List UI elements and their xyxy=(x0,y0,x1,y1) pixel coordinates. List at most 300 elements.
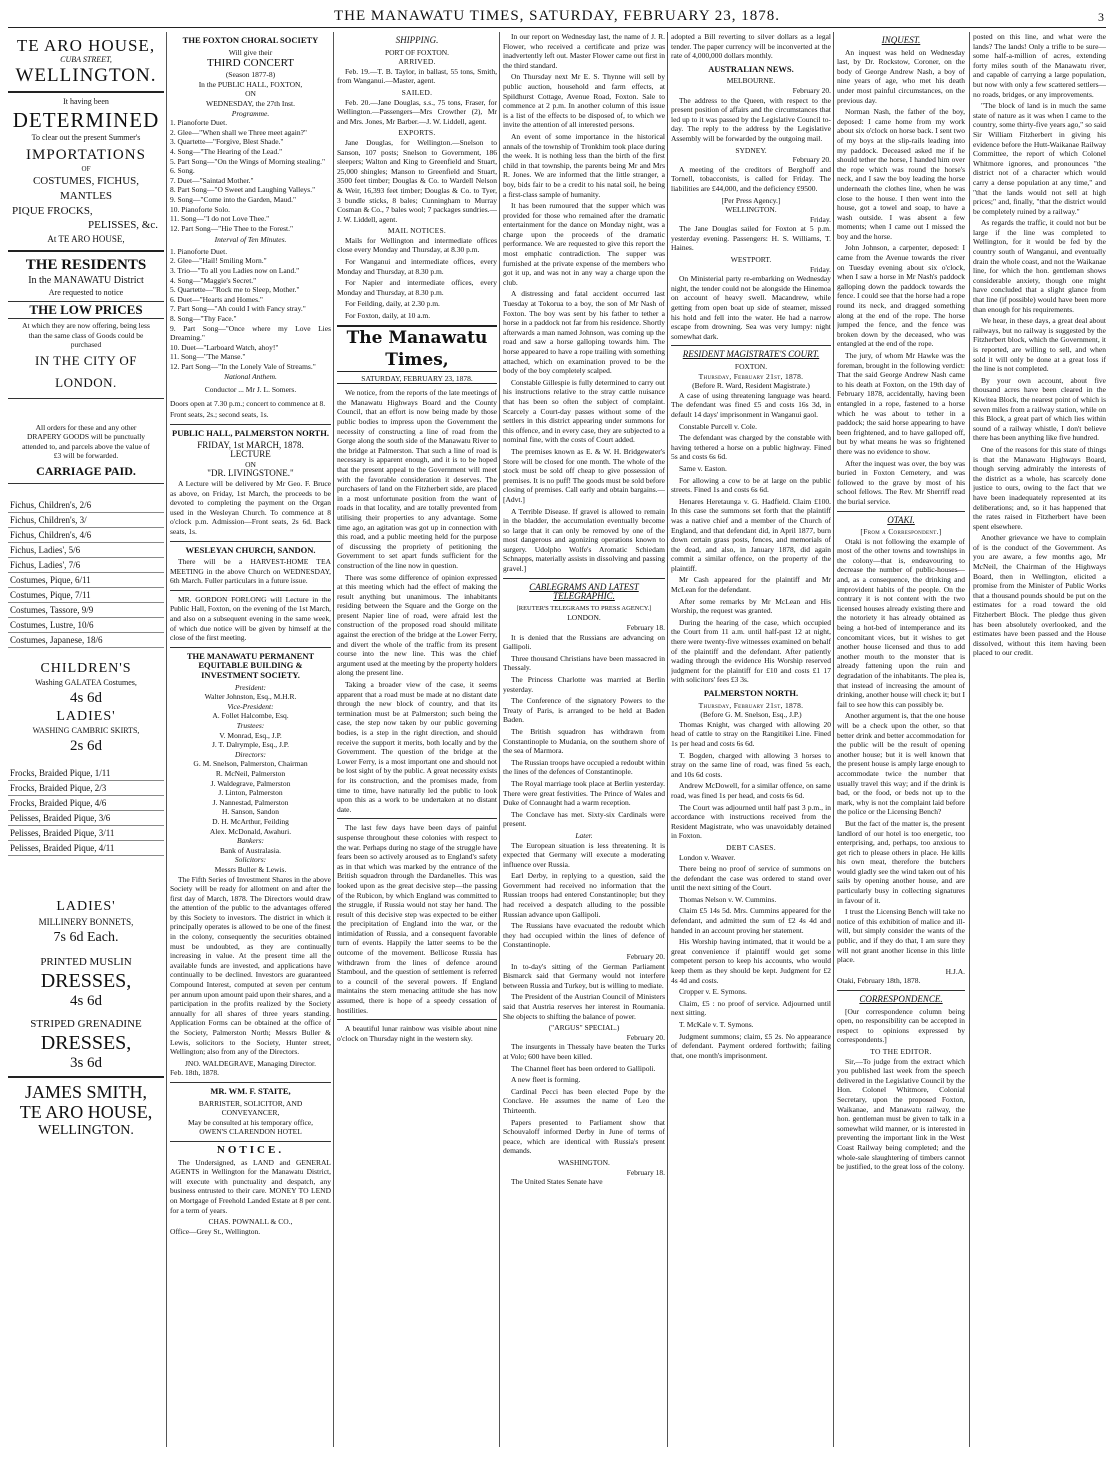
cable-source: [REUTER'S TELEGRAMS TO PRESS AGENCY.] xyxy=(516,604,652,612)
ad-headline: DRESSES, xyxy=(40,969,132,992)
dateline: WASHINGTON. xyxy=(558,1157,610,1167)
news-para: On Ministerial party re-embarking on Wednesday night, the tender could not be alongside the Hinemoa on account of heavy swell. Macandrew, while getting from open boat up side of steamer, missed his hold and fell into the water. He had a narrow escape from drowning. Sea was very lumpy: night somewhat dark. xyxy=(671,274,831,341)
dateline: LONDON. xyxy=(567,613,601,623)
ad-headline: LADIES' xyxy=(56,898,116,914)
ad-price: 3s 6d xyxy=(69,1054,103,1071)
arrived-heading: ARRIVED. xyxy=(398,57,436,67)
column-rule xyxy=(499,32,500,1447)
price-item: Frocks, Braided Pique, 4/6 xyxy=(8,796,164,811)
programme-item: 6. Song. xyxy=(170,166,195,176)
argus-heading: ("ARGUS" SPECIAL.) xyxy=(548,1023,620,1033)
ad-headline: CARRIAGE PAID. xyxy=(36,463,136,478)
date: February 20. xyxy=(792,85,831,95)
shop-city: WELLINGTON. xyxy=(15,65,157,86)
column-shipping-leader xyxy=(337,32,497,1447)
ad-text: ON xyxy=(245,459,256,469)
letter-text: Sir,—To judge from the extract which you published last week from the speech delivered in the Legislative Council by the Hon. Colonel Whitmore, Colonial Secretary, upon the proposed Foxton, Waikanae, and Manawatu railway, the hon. gentleman must be given to talk in a somewhat wild manner, or is interested in preventing the important link in the West Coast Railway being completed; and the whole-sale slaughtering of timbers cannot be justified, to the great loss of the colony. xyxy=(837,1056,965,1172)
sailed-text: Feb. 20.—Jane Douglas, s.s., 75 tons, Fraser, for Wellington.—Passengers—Mrs Crowther (2), Mr and Mrs. Jones, Mr Barber.—J. W. Liddell, agent. xyxy=(337,97,497,126)
news-para: An event of some importance in the historical annals of the township of Tronkhim took place during the week. It is nothing less than the birth of the first child in that township, the parents being Mr and Mrs R. Jones. We are informed that the little stranger, a boy, bids fair to be a credit to his natal soil, he being a first-class sample of humanity. xyxy=(503,131,665,199)
column-rule xyxy=(667,32,668,1447)
divider xyxy=(170,647,331,648)
director-list xyxy=(170,759,331,836)
date: February 20. xyxy=(626,952,665,962)
programme-item: 2. Glee—"Hail! Smiling Morn." xyxy=(170,256,267,266)
mail-notice: For Napier and intermediate offices, every Monday and Thursday, at 8.30 p.m. xyxy=(337,278,497,297)
cable-list xyxy=(503,1042,665,1156)
cable-item: The European situation is less threatening. It is expected that Germany will execute a moderating influence over Russia. xyxy=(503,840,665,869)
date: February 20. xyxy=(626,1032,665,1042)
ad-headline: PRINTED MUSLIN xyxy=(40,955,132,968)
mail-notice: Mails for Wellington and intermediate offices close every Monday and Thursday, at 8.30 p.m. xyxy=(337,235,497,255)
inquest-para: An inquest was held on Wednesday last, by Dr. Rockstow, Coroner, on the body of George Andrew Nash, a boy of nine years of age, who met his death under most painful circumstances, on the previous day. xyxy=(837,47,965,105)
subcolumn-left xyxy=(837,32,965,1447)
court-cases xyxy=(671,720,831,841)
price-item: Fichus, Children's, 2/6 xyxy=(8,498,164,513)
letter-para: One of the reasons for this state of things is that the Manawatu Highways Board, though serving admirably the interests of the district as a whole, has scarcely done justice to ours, owing to the fact that we have been inadequately represented at its deliberations; and, so it has happened that the rates raised in Fitzherbert have been spent elsewhere. xyxy=(973,444,1106,531)
court-para: London v. Weaver. xyxy=(679,852,736,862)
letter-continued xyxy=(973,101,1106,658)
price-item: Costumes, Tassore, 9/9 xyxy=(8,603,164,618)
court-para: For allowing a cow to be at large on the public streets. Fined 1s and costs 6s 6d. xyxy=(671,475,831,495)
news-para: The address to the Queen, with respect to the present position of affairs and the circumstances that led up to it was passed by the Legislative Council to-day. The reply to the address by the Legislative Assembly will be forwarded by the outgoing mail. xyxy=(671,95,831,143)
divider xyxy=(8,91,164,93)
otaki-para: Otaki is not following the example of most of the other towns and townships in the colony—that is, endeavouring to decrease the number of public-houses—and, as a consequence, the drinking and improvident habits of the people. On the contrary it is not content with the two licensed houses already existing there and the notoriety it has already obtained as being a hot-bed of intemperance and its concomitant vices, but it wishes to get another house licensed and thus to add another mouth to the monster that is already fattening upon the ruin and degradation of the inhabitants. The plea is, that instead of increasing the amount of drinking, another house will check it; but I fail to see how this can possibly be. xyxy=(837,536,965,709)
price-item: Fichus, Ladies', 7/6 xyxy=(8,558,164,573)
cable-item: The Princess Charlotte was married at Berlin yesterday. xyxy=(503,675,665,694)
court-para: There being no proof of service of summons on the defendant the case was ordered to stand over until the next sitting of the Court. xyxy=(671,864,831,893)
news-para: A meeting of the creditors of Berghoff and Tornell, tobacconists, is called for Friday. The liabilities are £44,000, and the deficiency £9500. xyxy=(671,164,831,193)
lecture-topic: "DR. LIVINGSTONE." xyxy=(207,468,294,479)
ad-text: OWEN'S CLARENDON HOTEL xyxy=(199,1127,302,1137)
price-item: Pelisses, Braided Pique, 3/11 xyxy=(8,826,164,841)
programme-item: 12. Part Song—"Hie Thee to the Forest." xyxy=(170,223,294,233)
court-para: T. McKale v. T. Symons. xyxy=(679,1020,754,1029)
ad-headline: THE LOW PRICES xyxy=(8,301,164,319)
column-rule xyxy=(833,32,834,1447)
ad-text: In the MANAWATU District xyxy=(28,275,144,286)
anthem: National Anthem. xyxy=(224,371,277,381)
date: February 20. xyxy=(792,155,831,165)
court-para: Claim, £5 : no proof of service. Adjourned until next sitting. xyxy=(671,998,831,1018)
ad-text: To clear out the present Summer's xyxy=(31,133,141,142)
ad-text: Are requested to notice xyxy=(48,288,124,297)
date: February 18. xyxy=(626,1167,665,1177)
interval: Interval of Ten Minutes. xyxy=(214,235,287,245)
rm-court-heading: RESIDENT MAGISTRATE'S COURT. xyxy=(682,349,820,360)
ad-text: MR. GORDON FORLONG will Lecture in the Public Hall, Foxton, on the evening of the 1st March, and also on a subsequent evening in the same week, of which due notice will be given by himself at the close of the first meeting. xyxy=(170,594,331,643)
programme-item: 1. Pianoforte Duet. xyxy=(170,246,228,256)
lecture-heading: LECTURE xyxy=(230,449,271,460)
ad-price: 2s 6d xyxy=(69,737,103,754)
divider xyxy=(837,990,965,991)
leader-para: We notice, from the reports of the late meetings of the Manawatu Highways Board and the County Council, that an effort is now being made by those public bodies to impress upon the Government the necessity of constructing a line of road from the Gorge along the south side of the Manawatu River to the bridge at Palmerston. That such a line of road is necessary is apparent enough, and it is to be hoped that the present appeal to the Government will meet with the favorable consideration it deserves. The purchasers of land on the Fitzherbert side, are placed in a most unfortunate position from the want of roads in that locality, and are totally prevented from utilising their properties to any advantage. Some time ago, an agitation was got up in connection with this road, and a public meeting held for the purpose of discussing the propriety of petitioning the Government to set apart funds sufficient for the construction of the line now in question. xyxy=(337,388,497,570)
inquest-para: After the inquest was over, the boy was buried in Foxton Cemetery, and was followed to the grave by most of his school fellows. The Rev. Mr Sherriff read the burial service. xyxy=(837,458,965,506)
cable-item: Papers presented to Parliament show that Schouvaloff informed Derby in June of terms of peace, which are identical with Russia's present demands. xyxy=(503,1117,665,1156)
newspaper-page xyxy=(8,6,1106,1453)
subcolumn-right xyxy=(973,32,1106,1447)
dateline: MELBOURNE. xyxy=(726,76,776,86)
court-date: Thursday, February 21st, 1878. xyxy=(698,371,804,381)
cable-list xyxy=(503,841,665,951)
court-para: Cropper v. E. Symons. xyxy=(679,987,747,997)
ad-text: The Undersigned, as LAND and GENERAL AGENTS in Wellington for the Manawatu District, will execute with punctuality and despatch, any business entrusted to their care. MONEY TO LEND on Mortgage of Freehold Landed Estate at 8 per cent. for a term of years. xyxy=(170,1157,331,1215)
signature: H.J.A. xyxy=(945,966,965,976)
shop-name: TE ARO HOUSE, xyxy=(16,36,156,55)
cable-item: The Royal marriage took place at Berlin yesterday. There were great festivities. The Prince of Wales and Duke of Connaught had a warm reception. xyxy=(503,778,665,808)
leader-para: There was some difference of opinion expressed at this meeting which had the effect of making the result anything but unanimous. The inhabitants residing between the Square and the Gorge on the present Napier line of road, were afraid lest the construction of the proposed road should militate against the erection of the bridge at the Lower Ferry, and divert the whole of the traffic from its present course into the new line. This was the chief argument used at the meeting by the property holders along the present line. xyxy=(337,572,497,678)
otaki-article xyxy=(837,537,965,965)
conductor: Conductor ... Mr J. L. Somers. xyxy=(204,385,297,395)
programme-heading: Programme. xyxy=(231,108,270,118)
column-inquest-correspondence xyxy=(837,32,1106,1447)
programme-item: 11. Song—"I do not Love Thee." xyxy=(170,214,270,224)
ad-headline: THE RESIDENTS xyxy=(25,257,147,273)
correspondence-note: [Our correspondence column being open, no responsibility can be accepted in respect to opinions expressed by correspondents.] xyxy=(837,1006,965,1045)
ad-headline: TE ARO HOUSE, xyxy=(19,1101,153,1122)
ad-text: At which they are now offering, being less than the same class of Goods could be purchased xyxy=(22,321,150,349)
programme-item: 5. Part Song—"On the Wings of Morning stealing." xyxy=(170,156,326,166)
ad-text: Will give their xyxy=(228,47,273,57)
ad-text: There will be a HARVEST-HOME TEA MEETING in the above Church on WEDNESDAY, 6th March. Fuller particulars in a future issue. xyxy=(170,557,331,586)
dateline: FOXTON. xyxy=(734,362,768,371)
programme-item: 12. Part Song—"In the Lonely Vale of Streams." xyxy=(170,362,316,371)
news-para: A distressing and fatal accident occurred last Tuesday at Tokorua to a boy, the son of Mr Nash of Foxton. The boy was sent by his father to tether a horse in a paddock not far from his residence. Shortly afterwards a man named Johnson, was coming up the road and saw a horse galloping towards him. The horse appeared to have a rope trailing with something attached, which on examination proved to be the body of the boy completely scalped. xyxy=(503,289,665,376)
divider xyxy=(503,578,665,579)
ad-headline: WELLINGTON. xyxy=(38,1122,134,1138)
cable-item: Three thousand Christians have been massacred in Thessaly. xyxy=(503,653,665,673)
dateline: SYDNEY. xyxy=(735,145,767,155)
ad-text: WEDNESDAY, the 27th Inst. xyxy=(206,98,295,108)
court-para: Judgment summons; claim, £5 2s. No appearance of defendant. Payment ordered forthwith; failing that, one month's imprisonment. xyxy=(671,1031,831,1060)
director-name: R. McNeil, Palmerston xyxy=(215,768,286,778)
letter-para: Another grievance we have to complain of is the conduct of the Government. As you are aware, a few months ago, Mr McNeil, the Chairman of the Highways Board, then in Wellington, elicited a promise from the Minister of Public Works that a thousand pounds should be put on the estimates for a road toward the old Fitzherbert Block. The pledge thus given has been absolutely overlooked, and the estimates have been passed and the House dissolved, without this item having been placed to our credit. xyxy=(973,533,1106,658)
cable-item: The Conclave has met. Sixty-six Cardinals were present. xyxy=(503,809,665,829)
ad-headline: CHILDREN'S xyxy=(40,660,132,676)
cable-item: The Russians have evacuated the redoubt which they had occupied within the lines of defence of Constantinople. xyxy=(503,921,665,950)
divider xyxy=(8,483,164,484)
column-notices xyxy=(170,32,331,1447)
ad-headline: LADIES' xyxy=(56,708,116,724)
inquest-para: John Johnson, a carpenter, deposed: I came from the Avenue towards the river on Tuesday evening about six o'clock, when I saw a horse in Mr Nash's paddock galloping down the paddock towards the fence. I could see that the horse had a rope round its neck, and dragged something along at the end of the rope. The horse jumped the fence, and the fence was broken down by the deceased, who was entangled at the end of the rope. xyxy=(837,243,965,349)
cable-item: It is denied that the Russians are advancing on Gallipoli. xyxy=(503,632,665,652)
date: Friday. xyxy=(810,214,831,224)
war-article: The last few days have been days of painful suspense throughout these colonies with respect to the war. Perhaps during no stage of the struggle have fears been so actively aroused as to England's safety as in that which was marked by the entrance of the British squadron through the Dardanelles. This was looked upon as the great decisive step—the passing of the Rubicon, by which England was committed to the struggle, if Russia would not stay her hand. The result of this decisive step was expected to be either the precipitation of England into the war, or the intimidation of Russia, and a consequent favorable turn of events. Happily the latter seems to be the outcome of the movement. Bellicose Russia has withdrawn from the lines of defence around Stamboul, and the question of settlement is referred to a council of the several powers. If England maintains the stern menacing attitude she has now assumed, there is hope of a speedy cessation of hostilities. xyxy=(337,823,497,1015)
cable-item: The insurgents in Thessaly have beaten the Turks at Volo; 600 have been killed. xyxy=(503,1042,665,1061)
mail-notice: For Wanganui and intermediate offices, every Monday and Thursday, at 8.30 p.m. xyxy=(337,257,497,276)
programme-list-1 xyxy=(170,118,331,233)
notice-heading: NOTICE. xyxy=(216,1143,285,1156)
divider xyxy=(8,398,164,399)
otaki-heading: OTAKI. xyxy=(887,514,915,525)
ad-text: Bankers: xyxy=(236,836,265,846)
price-item: Fichus, Ladies', 5/6 xyxy=(8,543,164,558)
ad-text: Front seats, 2s.; second seats, 1s. xyxy=(170,410,269,420)
cable-item: The British squadron has withdrawn from Constantinople to Mudania, on the southern shore of the sea of Marmora. xyxy=(503,726,665,756)
ad-text: In the PUBLIC HALL, FOXTON, xyxy=(198,79,303,89)
ad-headline: DETERMINED xyxy=(12,108,160,132)
programme-item: 2. Glee—"When shall we Three meet again?" xyxy=(170,127,307,137)
inquest-heading: INQUEST. xyxy=(881,35,921,45)
otaki-para: But the fact of the matter is, the present landlord of our hotel is too energetic, too enterprising, and, perhaps, too anxious to get rich to please others in place. He kills his own meat, therefore the butchers would gladly see the wind taken out of his sails by opening another house, and are particularly busy in collecting signatures in favour of it. xyxy=(837,818,965,905)
otaki-para: Another argument is, that the one house will be a check upon the other, so that better drink and better accommodation for the public will be the result of opening another house; but it is well known that the present house is amply large enough to accommodate twice the number that usually travel this way; and if the drink is bad, or the food, or beds not up to the mark, why is not the complaint laid before the police or the Licensing Bench? xyxy=(837,711,965,817)
court-para: Henares Heretaunga v. G. Hadfield. Claim £100. In this case the summons set forth that the plaintiff was a native chief and a member of the Church of England, and that defendant did, in April 1877, burn down certain grass posts, fences, and memorials of the dead, and also, in January 1878, did again commit a similar offence, on the property of the plaintiff. xyxy=(671,496,831,573)
price-item: Costumes, Pique, 6/11 xyxy=(8,573,164,588)
choral-title: THE FOXTON CHORAL SOCIETY xyxy=(182,35,319,45)
column-courts xyxy=(671,32,831,1447)
exports-heading: EXPORTS. xyxy=(398,128,436,138)
exports-text: Jane Douglas, for Wellington.—Snelson to Sanson, 107 posts; Snelson to Government, 186 sleepers; Walton and King to Greenfield and Stuart, 25,000 shingles; Manson to Greenfield and Stuart, 3500 feet timber; Douglas & Co. to Wardell Nelson & Weir, 16,393 feet timber; Douglas & Co. to Tyer, 3 bundle sticks, 8 bales; Cunningham to Murray Cosman & Co., 7 bales wool; 7 packages sundries.—J. W. Liddell, agent. xyxy=(337,137,497,224)
inquest-article xyxy=(837,48,965,507)
ad-text: Trustees: xyxy=(236,721,265,730)
ad-headline: STRIPED GRENADINE xyxy=(30,1017,142,1030)
price-item: Frocks, Braided Pique, 2/3 xyxy=(8,781,164,796)
divider xyxy=(170,1141,331,1142)
programme-item: 5. Quartette—"Rock me to Sleep, Mother." xyxy=(170,285,300,295)
letter-text: posted on this line, and what were the lands? The lands! Only a trifle to be sure—some half-a-million of acres, extending forty miles south of the Manawatu river, and capable of carrying a large population, but now with only a few scattered settlers—no roads, bridges, or any improvements. xyxy=(973,32,1106,99)
ad-text: Bank of Australasia. xyxy=(219,845,282,855)
society-title: THE MANAWATU PERMANENT EQUITABLE BUILDING & INVESTMENT SOCIETY. xyxy=(186,650,315,681)
column-rule xyxy=(166,32,167,1447)
ad-price: 4s 6d xyxy=(69,689,103,706)
ad-headline: JAMES SMITH, xyxy=(24,1081,148,1102)
ad-text: ON xyxy=(245,89,256,99)
news-para: The United States Senate have xyxy=(511,1177,603,1187)
ad-text: BARRISTER, SOLICITOR, AND CONVEYANCER, xyxy=(198,1098,303,1118)
ad-headline: PIQUE FROCKS, xyxy=(12,205,93,217)
date: Friday. xyxy=(810,264,831,274)
news-para: The premises known as E. & W. H. Bridgewater's Store will be closed for one month. The whole of the stock must be sold off cheap to give possession of premises. It is no puff! The goods must be sold before closing of premises. Call early and obtain bargains.—[Advt.] xyxy=(503,446,665,504)
court-para: During the hearing of the case, which occupied the Court from 11 a.m. until half-past 12 at night, there were twenty-five witnesses examined on behalf of the plaintiff and the defendant. After patiently wading through the evidence His Worship reserved judgment for the plaintiff for £10 and costs £1 17 with solicitors' fees £3 3s. xyxy=(671,617,831,685)
news-para: On Thursday next Mr E. S. Thynne will sell by public auction, household and farm effects, at Spildhurst Cottage, Avenue Road, Foxton. Sale to commence at 2 p.m. In another column of this issue is a list of the effects to be disposed of, to which we invite the attention of all interested persons. xyxy=(503,72,665,130)
flag-date: SATURDAY, FEBRUARY 23, 1878. xyxy=(337,374,497,385)
arrived-text: Feb. 19.—T. B. Taylor, in ballast, 55 tons, Smith, from Wanganui.—Master, agent. xyxy=(337,66,497,86)
ad-text: All orders for these and any other DRAPERY GOODS will be punctually attended to, and parcels above the value of £3 will be forwarded. xyxy=(22,422,150,460)
news-para: It has been rumoured that the supper which was provided for those who remained after the dramatic entertainment for the dance on Monday night, was a charge upon the proceeds of the dramatic performance. We are requested to give this report the most emphatic contradiction. The supper was furnished at the private expense of the members who got it up, and was not in any way a charge upon the club. xyxy=(503,201,665,287)
dateline: WELLINGTON. xyxy=(725,205,777,215)
divider xyxy=(170,541,331,542)
cable-list xyxy=(503,962,665,1022)
trustee-name: J. T. Dalrymple, Esq., J.P. xyxy=(211,740,289,750)
director-name: H. Sanson, Sandon xyxy=(221,807,280,817)
price-item: Costumes, Pique, 7/11 xyxy=(8,588,164,603)
inquest-para: The jury, of whom Mr Hawke was the foreman, brought in the following verdict: That the said George Andrew Nash came to his death at Foxton, on the 19th day of February 1878, accidentally, having been entangled in a rope, fastened to a horse which he was about to tether in a paddock; the said horse appearing to have been frightened, and to have galloped off, but by what means he was so frightened there was no evidence to show. xyxy=(837,351,965,456)
ad-text: Feb. 18th, 1878. xyxy=(170,1068,219,1078)
ad-headline: IN THE CITY OF LONDON. xyxy=(35,352,137,390)
price-list-fichus xyxy=(8,498,164,648)
programme-item: 1. Pianoforte Duet. xyxy=(170,118,228,128)
price-item: Frocks, Braided Pique, 1/11 xyxy=(8,766,164,781)
divider xyxy=(837,511,965,512)
director-name: Alex. McDonald, Awahuri. xyxy=(209,826,292,836)
column-te-aro-advert xyxy=(8,32,164,1447)
palmerston-hall: PUBLIC HALL, PALMERSTON NORTH. xyxy=(172,427,329,438)
price-item: Fichus, Children's, 4/6 xyxy=(8,528,164,543)
ad-text: MILLINERY BONNETS, xyxy=(38,916,134,927)
ad-text: Washing GALATEA Costumes, xyxy=(35,677,137,687)
court-para: Constable Purcell v. Cole. xyxy=(679,421,758,431)
mails-heading: MAIL NOTICES. xyxy=(387,226,447,236)
programme-list-2 xyxy=(170,247,331,372)
court-before: (Before R. Ward, Resident Magistrate.) xyxy=(692,381,810,391)
cable-item: Earl Derby, in replying to a question, said the Government had received no information that the Russian troops had entered Constantinople; but they had received a despatch alluding to the possible Russian advance upon Gallipoli. xyxy=(503,871,665,919)
price-item: Costumes, Lustre, 10/6 xyxy=(8,618,164,633)
ad-text: WASHING CAMBRIC SKIRTS, xyxy=(32,725,140,735)
ad-text: Vice-President: xyxy=(227,701,274,711)
ad-text: May be consulted at his temporary office, xyxy=(187,1117,314,1127)
ad-text: At TE ARO HOUSE, xyxy=(47,234,125,244)
cable-item: In to-day's sitting of the German Parliament Bismarck said that Germany would not interfere between Russia and Turkey, but is willing to mediate. xyxy=(503,961,665,990)
australian-news-heading: AUSTRALIAN NEWS. xyxy=(708,63,794,74)
news-para: The Jane Douglas sailed for Foxton at 5 p.m. yesterday evening. Passengers: H. S. Williams, T. Haines. xyxy=(671,224,831,253)
price-item: Pelisses, Braided Pique, 3/6 xyxy=(8,811,164,826)
court-para: T. Bogden, charged with allowing 3 horses to stray on the same line of road, was fined 5s each, and 10s 6d costs. xyxy=(671,750,831,779)
ad-text: Doors open at 7.30 p.m.; concert to commence at 8. xyxy=(170,398,326,408)
mail-list xyxy=(337,236,497,321)
ad-text: A Lecture will be delivered by Mr Geo. F. Bruce as above, on Friday, 1st March, the proceeds to be devoted to completing the payment on the Organ used in the Wesleyan Church. To commence at 8 o'clock p.m. Admission—Front seats, 2s 6d. Back seats, 1s. xyxy=(170,478,331,536)
to-editor: TO THE EDITOR. xyxy=(870,1046,932,1056)
divider xyxy=(170,590,331,591)
director-name: J. Nannestad, Palmerston xyxy=(212,797,289,807)
divider xyxy=(337,1019,497,1020)
ad-price: 7s 6d Each. xyxy=(53,929,119,945)
court-para: Mr Cash appeared for the plaintiff and Mr McLean for the defendant. xyxy=(671,575,831,595)
news-para: Constable Gillespie is fully determined to carry out his instructions relative to the stray cattle nuisance that has been so often the subject of complaint. Scarcely a Court-day passes without some of the settlers in this district appearing under summons for this offence, and in every case, they are subjected to a nominal fine, with the costs of Court added. xyxy=(503,377,665,445)
director-name: G. M. Snelson, Palmerston, Chairman xyxy=(193,759,308,769)
press-source: [Per Press Agency.] xyxy=(721,195,781,205)
shop-street: CUBA STREET, xyxy=(60,55,112,64)
signature-date: Otaki, February 18th, 1878. xyxy=(837,976,921,986)
newspaper-flag: The Manawatu Times, xyxy=(337,325,497,372)
court-cases xyxy=(671,391,831,685)
date: February 18. xyxy=(626,623,665,633)
rainbow-note: A beautiful lunar rainbow was visible about nine o'clock on Thursday night in the western sky. xyxy=(337,1024,497,1043)
programme-item: 4. Song—"The Hearing of the Lead." xyxy=(170,146,283,156)
divider xyxy=(170,1082,331,1083)
cable-item: The Channel fleet has been ordered to Gallipoli. xyxy=(511,1063,656,1073)
shipping-heading: SHIPPING. xyxy=(395,35,439,45)
otaki-para: I trust the Licensing Bench will take no notice of this exhibition of malice and ill-will, but simply consider the wants of the public, and if they do that, I am sure they will not grant another license in this little place. xyxy=(837,907,965,965)
letter-para: "The block of land is in much the same state of nature as it was when I came to the country, some thirty-five years ago," so said Sir William Fitzherbert in giving his evidence before the Hutt-Waikanae Railway Committee, the report of which Colonel Whitmore ignores, and pronounces "the district not of a character which would carry a dense population at any time," and "that the lands would not sell at high prices;" and, finally, "that the district would be completely ruined by a railway." xyxy=(973,101,1106,216)
court-date: Thursday, February 21st, 1878. xyxy=(698,700,804,710)
divider xyxy=(337,818,497,819)
page-number: 3 xyxy=(1098,10,1104,24)
court-para: Andrew McDowell, for a similar offence, on same road, was fined 1s per head, and costs 6s 6d. xyxy=(671,781,831,800)
news-para: In our report on Wednesday last, the name of J. R. Flower, who received a certificate and prize was inadvertently left out. Master Flower came out first in the third standard. xyxy=(503,32,665,70)
director-name: J. Waldegrave, Palmerston xyxy=(210,778,291,788)
debt-cases xyxy=(671,853,831,1061)
court-para: Thomas Knight, was charged with allowing 20 head of cattle to stray on the Rangitikei Line. Fined 1s per head and costs 6s 6d. xyxy=(671,719,831,748)
programme-item: 7. Part Song—"Ah could I with Fancy stray." xyxy=(170,304,306,314)
staite-title: MR. WM. F. STAITE, xyxy=(210,1085,291,1096)
later: Later. xyxy=(575,830,593,840)
cable-item: Cardinal Pecci has been elected Pope by the Conclave. He assumes the name of Leo the Thirteenth. xyxy=(503,1086,665,1115)
programme-item: 11. Song—"The Manse." xyxy=(170,352,246,362)
ad-text: Solicitors: xyxy=(234,855,267,865)
column-rule xyxy=(333,32,334,1447)
leader-article xyxy=(337,388,497,814)
inquest-para: Norman Nash, the father of the boy, deposed: I came home from my work about six o'clock on horse back. I sent two of my boys at the slip-rails leading into my paddock. Deceased asked me if he should tether the horse, I handed him over the rope which was round the horse's neck, and I saw the boy leading the horse underneath the clothes line, when he was close to the house. I then went into the house, got a towel and soap, to have a wash outside. I was absent a few moments; when I came out I missed the boy and the horse. xyxy=(837,107,965,241)
port-heading: PORT OF FOXTON. xyxy=(384,47,450,57)
programme-item: 3. Trio—"To all you Ladies now on Land." xyxy=(170,266,300,276)
cable-list xyxy=(503,633,665,829)
lecture-date: FRIDAY, 1st MARCH, 1878. xyxy=(197,439,304,450)
ad-text: (Season 1877-8) xyxy=(225,70,276,80)
mail-notice: For Foxton, daily, at 10 a.m. xyxy=(345,311,431,321)
masthead-title: THE MANAWATU TIMES, SATURDAY, FEBRUARY 23, 1878. xyxy=(333,8,780,24)
programme-item: 7. Duet—"Saintad Mother." xyxy=(170,175,254,185)
ad-text: It having been xyxy=(63,97,109,106)
cablegrams-heading: CABLEGRAMS AND LATEST TELEGRAPHIC. xyxy=(529,581,639,602)
programme-item: 9. Song—"Come into the Garden, Maud." xyxy=(170,194,297,204)
news-para: adopted a Bill reverting to silver dollars as a legal tender. The paper currency will be inconverted at the rate of 4,000,000 dollars monthly. xyxy=(671,32,831,61)
ad-text: JNO. WALDEGRAVE, Managing Director. xyxy=(185,1058,316,1068)
masthead xyxy=(8,6,1106,28)
ad-headline: DRESSES, xyxy=(40,1031,132,1054)
divider xyxy=(8,1076,164,1078)
director-name: D. H. McArthur, Feilding xyxy=(212,816,289,826)
cable-item: The President of the Austrian Council of Ministers said that Austria reserves her interest in Roumania. She objects to shifting the balance of power. xyxy=(503,992,665,1021)
court-para: Same v. Easton. xyxy=(679,463,727,473)
ad-headline: IMPORTATIONS xyxy=(26,147,146,163)
court-before: (Before G. M. Snelson, Esq., J.P.) xyxy=(700,710,802,720)
otaki-source: [From a Correspondent.] xyxy=(860,527,942,537)
price-list-frocks xyxy=(8,766,164,856)
divider xyxy=(8,250,164,252)
court-para: His Worship having intimated, that it would be a great convenience if plaintiff would get some competent person to keep his accounts, who would keep them as they should be kept. Judgment for £2 4s 4d and costs. xyxy=(671,937,831,985)
programme-item: 3. Quartette—"Forgive, Blest Shade." xyxy=(170,137,284,147)
letter-para: By your own account, about five thousand acres have been cleared in the Kiwitea Block, the nearest point of which is seven miles from a railway station, while on this Block, a great part of which lies within sound of a railway whistle, I don't believe there has been anything like five hundred. xyxy=(973,375,1106,443)
society-text: The Fifth Series of Investment Shares in the above Society will be ready for allotment on and after the first day of March, 1878. The Directors would draw the attention of the public to the advantages offered by this Society to investors. The district in which it principally operates is allowed to be one of the finest in the colony, consequently the securities obtained must be undoubted, as they are continually increasing in value. At the present time all the available funds are invested, and applications have continually to be declined. Investors are guaranteed Compound Interest, computed at seven per centum per annum upon amount paid upon their shares, and a participation in the profits realized by the Society annually for all shares of three years standing. Application Forms can be obtained at the office of the Society, Palmerston North; Messrs Buller & Lewis, solicitors to the Society, Hunter street, Wellington; also from any of the Directors. xyxy=(170,874,331,1057)
ad-text: President: xyxy=(235,682,266,692)
price-item: Costumes, Japanese, 18/6 xyxy=(8,633,164,648)
ad-headline: COSTUMES, FICHUS, MANTLES xyxy=(32,175,140,202)
concert-title: THIRD CONCERT xyxy=(206,57,295,70)
ad-text: A. Follet Halcombe, Esq. xyxy=(212,711,289,721)
programme-item: 6. Duet—"Hearts and Homes." xyxy=(170,294,263,304)
cable-item: A new fleet is forming. xyxy=(511,1075,581,1085)
column-news-cables xyxy=(503,32,665,1447)
debt-heading: DEBT CASES. xyxy=(726,842,776,852)
programme-item: 4. Song—"Maggie's Secret." xyxy=(170,275,257,285)
mail-notice: For Feilding, daily, at 2.30 p.m. xyxy=(345,299,440,309)
news-para: A Terrible Disease. If gravel is allowed to remain in the bladder, the accumulation eventually become so large that it can only be removed by one of the most dangerous and agonizing operations known to surgery. Udolpho Wolfe's Aromatic Schiedam Schnapps, materially assists in dissolving and passing gravel.] xyxy=(503,506,665,574)
cable-item: The Russian troops have occupied a redoubt within the lines of the defences of Constantinople. xyxy=(503,757,665,777)
court-para: The Court was adjourned until half past 3 p.m., in accordance with instructions received from the Resident Magistrate, who was unavoidably detained in Foxton. xyxy=(671,802,831,841)
court-para: Claim £5 14s 5d. Mrs. Cummins appeared for the defendant, and admitted the sum of £2 4s 4d and handed in an account proving her statement. xyxy=(671,906,831,935)
divider xyxy=(671,345,831,346)
cable-item: The Conference of the signatory Powers to the Treaty of Paris, is arranged to be held at Baden Baden. xyxy=(503,696,665,725)
palmerston-court-heading: PALMERSTON NORTH. xyxy=(703,688,799,698)
dateline: WESTPORT. xyxy=(730,255,772,265)
price-item: Pelisses, Braided Pique, 4/11 xyxy=(8,841,164,856)
correspondence-heading: CORRESPONDENCE. xyxy=(859,994,943,1004)
ad-text: Directors: xyxy=(235,749,266,759)
director-name: J. Linton, Palmerston xyxy=(218,788,283,798)
ad-text: CHAS. POWNALL & CO., xyxy=(208,1217,293,1227)
price-item: Fichus, Children's, 3/ xyxy=(8,513,164,528)
ad-text: OF xyxy=(81,165,91,173)
programme-item: 10. Duet—"Larboard Watch, ahoy!" xyxy=(170,342,279,352)
sailed-heading: SAILED. xyxy=(401,87,433,97)
letter-para: We hear, in these days, a great deal about railways, but no railway is suggested by the Fitzherbert block, which the Government, it is reported, are willing to sell, and when sold it will only be done at a great loss if the line is not completed. xyxy=(973,316,1106,374)
ad-price: 4s 6d xyxy=(69,992,103,1009)
ad-text: Walter Johnston, Esq., M.H.R. xyxy=(204,692,297,702)
court-para: The defendant was charged by the constable with having tethered a horse on a public highway. Fined 5s and costs 6s 6d. xyxy=(671,433,831,462)
leader-para: Taking a broader view of the case, it seems apparent that a road must be made at no distant date through the new block of country, and that its termination must be at Palmerston; such being the case, the step now taken by our public governing bodies, is a step in the right direction, and should receive the support it merits, both locally and by the Government. The question of the bridge at the Lower Ferry, is a most important one and should not be lost sight of by the public. A great necessity exists for its construction, and the promises made, from time to time, have naturally led the public to look upon this as a work to be undertaken at no distant date. xyxy=(337,680,497,814)
court-para: Thomas Nelson v. W. Cummins. xyxy=(679,894,777,904)
court-para: A case of using threatening language was heard. The defendant was fined £5 and costs 16s 3d, in default 14 days' imprisonment in Wanganui gaol. xyxy=(671,390,831,419)
ad-text: Messrs Buller & Lewis. xyxy=(214,864,287,874)
